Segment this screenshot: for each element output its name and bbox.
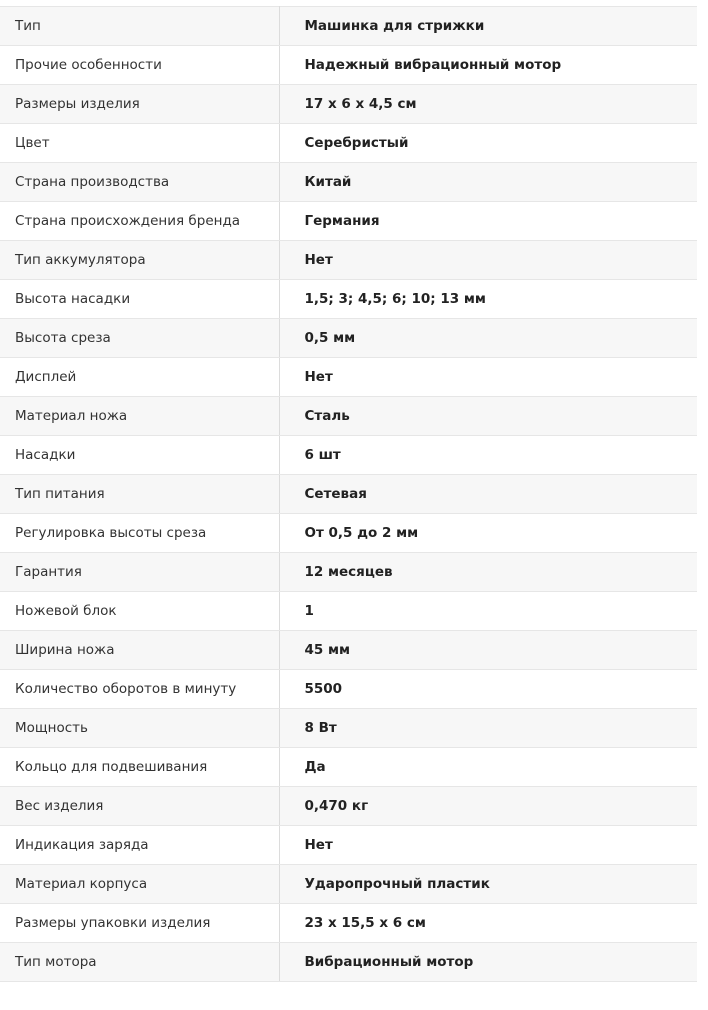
spec-value: Нет (279, 241, 697, 280)
spec-label: Тип питания (0, 475, 279, 514)
spec-value: 23 x 15,5 x 6 см (279, 904, 697, 943)
spec-row (0, 397, 697, 436)
spec-row (0, 7, 697, 46)
spec-value: Нет (279, 358, 697, 397)
spec-value: От 0,5 до 2 мм (279, 514, 697, 553)
spec-label: Ножевой блок (0, 592, 279, 631)
spec-row (0, 475, 697, 514)
spec-row (0, 904, 697, 943)
spec-label: Тип (0, 7, 279, 46)
spec-row (0, 358, 697, 397)
spec-label: Высота насадки (0, 280, 279, 319)
spec-label: Тип мотора (0, 943, 279, 982)
spec-row (0, 241, 697, 280)
spec-value: Машинка для стрижки (279, 7, 697, 46)
spec-value: 17 x 6 x 4,5 см (279, 85, 697, 124)
spec-row (0, 319, 697, 358)
spec-row (0, 280, 697, 319)
spec-row (0, 163, 697, 202)
spec-value: 12 месяцев (279, 553, 697, 592)
spec-value: Вибрационный мотор (279, 943, 697, 982)
spec-value: Да (279, 748, 697, 787)
spec-label: Страна производства (0, 163, 279, 202)
spec-row (0, 514, 697, 553)
spec-label: Страна происхождения бренда (0, 202, 279, 241)
specifications-table (0, 6, 697, 982)
spec-row (0, 202, 697, 241)
spec-label: Материал ножа (0, 397, 279, 436)
spec-row (0, 592, 697, 631)
spec-row (0, 748, 697, 787)
spec-row (0, 709, 697, 748)
spec-label: Насадки (0, 436, 279, 475)
spec-label: Ширина ножа (0, 631, 279, 670)
spec-row (0, 553, 697, 592)
spec-label: Дисплей (0, 358, 279, 397)
spec-value: 45 мм (279, 631, 697, 670)
spec-label: Размеры изделия (0, 85, 279, 124)
spec-row (0, 436, 697, 475)
spec-value: 5500 (279, 670, 697, 709)
spec-label: Материал корпуса (0, 865, 279, 904)
spec-label: Вес изделия (0, 787, 279, 826)
spec-value: 1 (279, 592, 697, 631)
spec-row (0, 124, 697, 163)
spec-label: Кольцо для подвешивания (0, 748, 279, 787)
spec-label: Гарантия (0, 553, 279, 592)
spec-value: Китай (279, 163, 697, 202)
spec-row (0, 670, 697, 709)
spec-label: Размеры упаковки изделия (0, 904, 279, 943)
spec-value: Сталь (279, 397, 697, 436)
spec-label: Тип аккумулятора (0, 241, 279, 280)
spec-value: 0,5 мм (279, 319, 697, 358)
spec-value: Германия (279, 202, 697, 241)
spec-row (0, 85, 697, 124)
spec-label: Прочие особенности (0, 46, 279, 85)
spec-label: Регулировка высоты среза (0, 514, 279, 553)
spec-row (0, 943, 697, 982)
spec-value: 6 шт (279, 436, 697, 475)
spec-label: Мощность (0, 709, 279, 748)
spec-value: Серебристый (279, 124, 697, 163)
spec-row (0, 865, 697, 904)
spec-row (0, 631, 697, 670)
spec-row (0, 826, 697, 865)
spec-value: 8 Вт (279, 709, 697, 748)
spec-row (0, 46, 697, 85)
spec-value: Сетевая (279, 475, 697, 514)
spec-value: 0,470 кг (279, 787, 697, 826)
spec-label: Цвет (0, 124, 279, 163)
spec-label: Индикация заряда (0, 826, 279, 865)
spec-label: Высота среза (0, 319, 279, 358)
spec-value: Надежный вибрационный мотор (279, 46, 697, 85)
spec-value: 1,5; 3; 4,5; 6; 10; 13 мм (279, 280, 697, 319)
spec-label: Количество оборотов в минуту (0, 670, 279, 709)
spec-row (0, 787, 697, 826)
specifications-body (0, 7, 697, 982)
spec-value: Ударопрочный пластик (279, 865, 697, 904)
spec-value: Нет (279, 826, 697, 865)
